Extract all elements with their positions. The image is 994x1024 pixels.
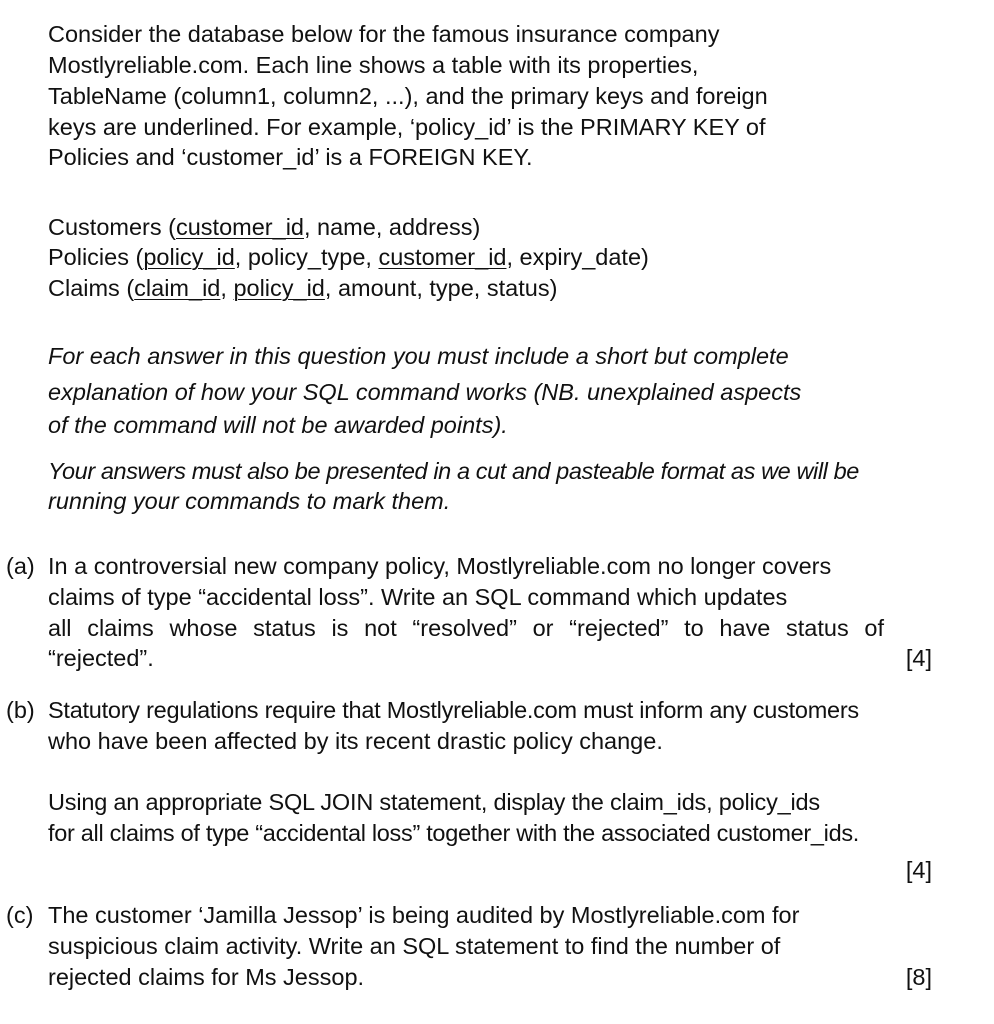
marks-label: [4] [905,857,932,883]
question-line: Using an appropriate SQL JOIN statement, display the claim_ids, policy_ids [48,789,820,815]
question-line: claims of type “accidental loss”. Write an SQL command which updates [48,584,788,610]
primary-key: policy_id [143,244,235,270]
intro-line: Consider the database below for the famous insurance company [48,21,720,47]
table-name: Customers [48,214,162,240]
question-label: (c) [6,902,34,928]
schema-policies: Policies (policy_id, policy_type, customer_id, expiry_date) [48,244,649,270]
instruction-line: For each answer in this question you must include a short but complete [48,343,789,369]
intro-line: keys are underlined. For example, ‘policy_id’ is the PRIMARY KEY of [48,114,766,140]
question-line: all claims whose status is not “resolved” or “rejected” to have status of [48,615,884,641]
table-name: Claims [48,275,120,301]
intro-line: Mostlyreliable.com. Each line shows a table with its properties, [48,52,699,78]
instruction-line: explanation of how your SQL command works (NB. unexplained aspects [48,379,802,405]
table-columns: , expiry_date) [506,244,649,270]
intro-line: TableName (column1, column2, ...), and the primary keys and foreign [48,83,768,109]
table-columns: , name, address) [303,214,481,240]
question-line: The customer ‘Jamilla Jessop’ is being audited by Mostlyreliable.com for [48,902,800,928]
marks-label: [8] [905,964,932,990]
table-columns: , amount, type, status) [324,275,558,301]
intro-line: Policies and ‘customer_id’ is a FOREIGN KEY. [48,144,533,170]
primary-key: claim_id [134,275,221,301]
instruction-line: of the command will not be awarded points). [48,412,508,438]
question-line: Statutory regulations require that Mostlyreliable.com must inform any customers [48,697,859,723]
marks-label: [4] [905,645,932,671]
question-line: suspicious claim activity. Write an SQL statement to find the number of [48,933,781,959]
question-label: (b) [6,697,35,723]
schema-claims: Claims (claim_id, policy_id, amount, type, status) [48,275,558,301]
question-line: rejected claims for Ms Jessop. [48,964,365,990]
primary-key: customer_id [175,214,304,240]
table-name: Policies [48,244,129,270]
foreign-key: customer_id [378,244,507,270]
foreign-key: policy_id [233,275,325,301]
schema-customers: Customers (customer_id, name, address) [48,214,481,240]
instruction-line: running your commands to mark them. [48,488,451,514]
question-label: (a) [6,553,35,579]
question-line: “rejected”. [48,645,154,671]
question-line: for all claims of type “accidental loss” together with the associated customer_ids. [48,820,860,846]
table-columns: , policy_type, [234,244,379,270]
question-line: In a controversial new company policy, Mostlyreliable.com no longer covers [48,553,832,579]
instruction-line: Your answers must also be presented in a cut and pasteable format as we will be [48,458,859,484]
question-line: who have been affected by its recent drastic policy change. [48,728,663,754]
